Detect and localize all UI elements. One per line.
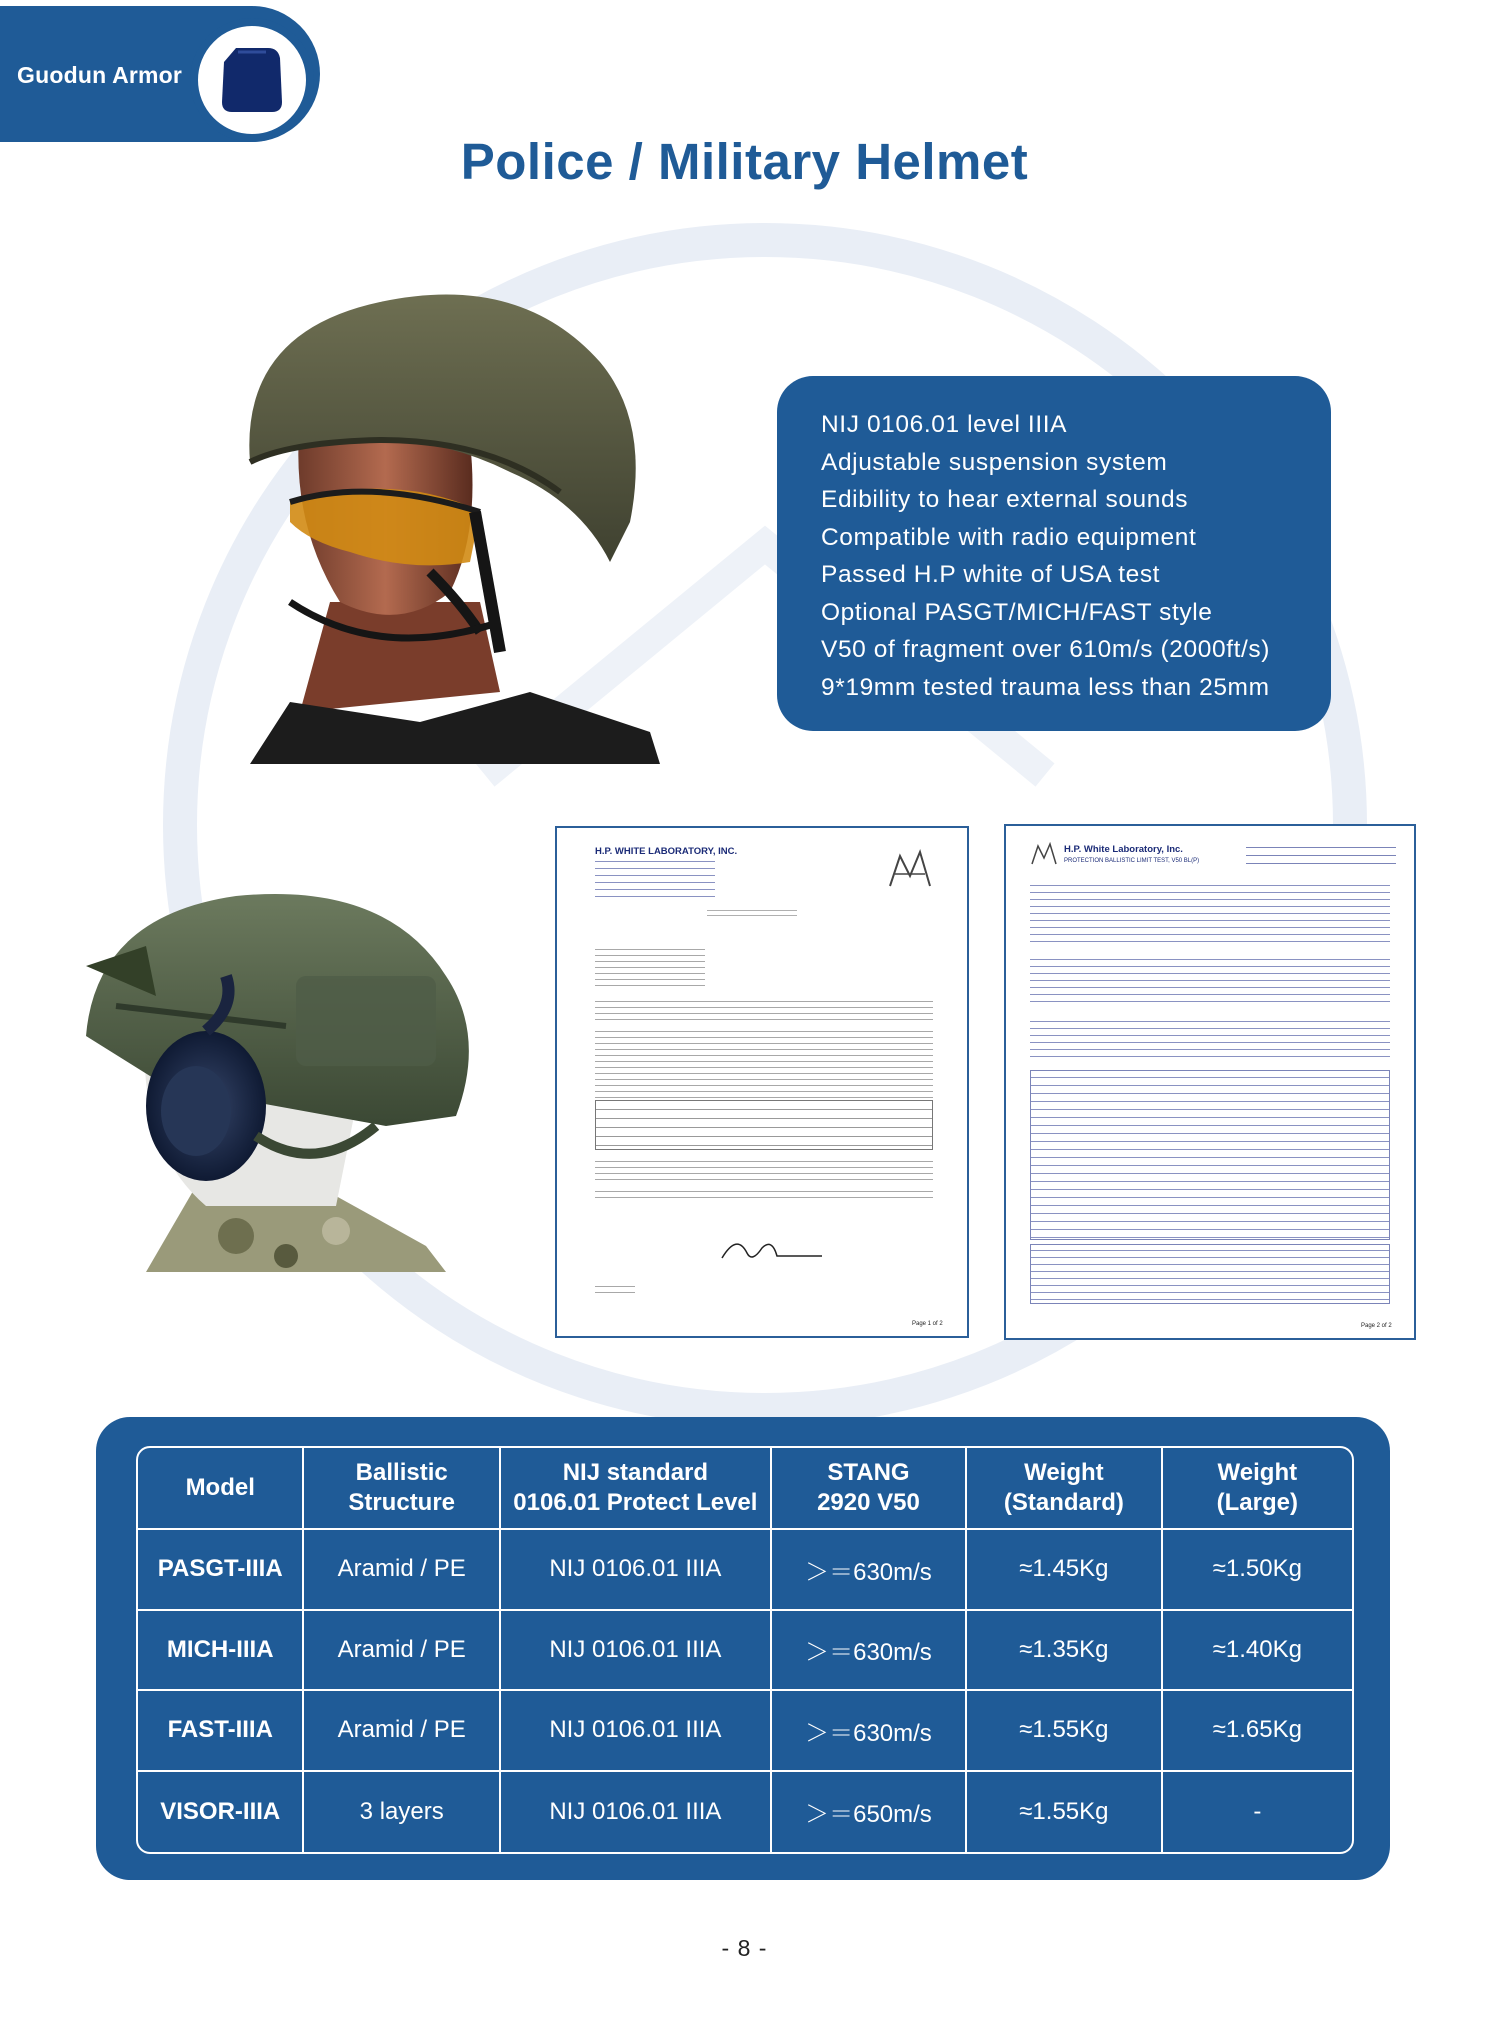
- cell-model: MICH-IIIA: [138, 1611, 304, 1692]
- cell-v50: ＞＝630m/s: [772, 1691, 967, 1772]
- table-header-row: [138, 1448, 1352, 1530]
- report-remarks: [1030, 1244, 1390, 1304]
- letter-page-number: Page 1 of 2: [912, 1321, 943, 1327]
- hp-white-logo-icon: [885, 846, 935, 890]
- feature-item: Optional PASGT/MICH/FAST style: [821, 598, 1213, 626]
- table-row: [138, 1611, 1352, 1692]
- header-weight-large: Weight (Large): [1163, 1448, 1352, 1530]
- cell-weight-standard: ≈1.55Kg: [967, 1691, 1163, 1772]
- letter-paragraph: [595, 1028, 933, 1098]
- cell-v50: ＞＝650m/s: [772, 1772, 967, 1853]
- cell-weight-standard: ≈1.35Kg: [967, 1611, 1163, 1692]
- hp-white-logo-icon: [1030, 842, 1058, 866]
- report-test-panel: [1030, 882, 1390, 944]
- report-ammunition: [1030, 1018, 1390, 1058]
- feature-item: Compatible with radio equipment: [821, 523, 1197, 551]
- cell-v50: ＞＝630m/s: [772, 1530, 967, 1611]
- cell-model: PASGT-IIIA: [138, 1530, 304, 1611]
- armor-plate-icon: [216, 44, 288, 116]
- table-row: [138, 1772, 1352, 1853]
- report-page-number: Page 2 of 2: [1361, 1323, 1392, 1329]
- ballistic-test-report-certificate: [1004, 824, 1416, 1340]
- header-weight-standard: Weight (Standard): [967, 1448, 1163, 1530]
- cell-weight-large: ≈1.40Kg: [1163, 1611, 1352, 1692]
- feature-item: V50 of fragment over 610m/s (2000ft/s): [821, 636, 1271, 663]
- feature-item: Adjustable suspension system: [821, 448, 1168, 476]
- cell-structure: Aramid / PE: [304, 1691, 500, 1772]
- report-results-grid: [1030, 1070, 1390, 1240]
- cell-model: FAST-IIIA: [138, 1691, 304, 1772]
- letter-initials: [595, 1283, 635, 1295]
- brand-name: Guodun Armor: [17, 62, 183, 88]
- cell-model: VISOR-IIIA: [138, 1772, 304, 1853]
- cell-nij: NIJ 0106.01 IIIA: [501, 1691, 772, 1772]
- report-setup: [1030, 956, 1390, 1008]
- letter-paragraph: [595, 998, 933, 1020]
- header-ballistic-structure: Ballistic Structure: [304, 1448, 500, 1530]
- cell-structure: 3 layers: [304, 1772, 500, 1853]
- page-title: Police / Military Helmet: [460, 133, 1029, 190]
- feature-item: Edibility to hear external sounds: [821, 486, 1189, 513]
- brand-logo: [190, 18, 314, 142]
- feature-item: NIJ 0106.01 level IIIA: [821, 411, 1068, 438]
- cell-weight-large: ≈1.50Kg: [1163, 1530, 1352, 1611]
- features-card: [777, 376, 1331, 731]
- table-row: [138, 1530, 1352, 1611]
- cell-nij: NIJ 0106.01 IIIA: [501, 1611, 772, 1692]
- feature-item: 9*19mm tested trauma less than 25mm: [821, 673, 1270, 701]
- cell-structure: Aramid / PE: [304, 1611, 500, 1692]
- report-client-info: [1246, 844, 1396, 864]
- test-letter-certificate: [555, 826, 969, 1338]
- spec-table: [136, 1446, 1354, 1854]
- letter-paragraph: [595, 1188, 933, 1202]
- report-subtitle: PROTECTION BALLISTIC LIMIT TEST, V50 BL(P): [1064, 858, 1200, 864]
- letter-lab-address: [595, 858, 715, 898]
- header-nij-standard: NIJ standard 0106.01 Protect Level: [501, 1448, 772, 1530]
- cell-weight-standard: ≈1.45Kg: [967, 1530, 1163, 1611]
- cell-weight-large: -: [1253, 1797, 1262, 1825]
- cell-weight-standard: ≈1.55Kg: [967, 1772, 1163, 1853]
- cell-structure: Aramid / PE: [304, 1530, 500, 1611]
- brand-tab: [0, 6, 320, 142]
- cell-nij: NIJ 0106.01 IIIA: [501, 1530, 772, 1611]
- header-stang: STANG 2920 V50: [772, 1448, 967, 1530]
- spec-table-card: [96, 1417, 1390, 1880]
- report-lab-name: H.P. White Laboratory, Inc.: [1064, 844, 1183, 855]
- feature-item: Passed H.P white of USA test: [821, 561, 1161, 588]
- signature-icon: [717, 1228, 827, 1268]
- cell-weight-large: ≈1.65Kg: [1163, 1691, 1352, 1772]
- fast-helmet-photo: [86, 886, 496, 1272]
- letter-lab-name: H.P. WHITE LABORATORY, INC.: [595, 846, 738, 857]
- header-model: Model: [138, 1448, 304, 1530]
- table-row: [138, 1691, 1352, 1772]
- cell-v50: ＞＝630m/s: [772, 1611, 967, 1692]
- letter-date: [707, 908, 797, 920]
- pasgt-helmet-photo: [230, 272, 660, 764]
- cell-nij: NIJ 0106.01 IIIA: [501, 1772, 772, 1853]
- letter-recipient: [595, 946, 705, 986]
- page-number: - 8 -: [721, 1935, 768, 1961]
- letter-results-table: [595, 1100, 933, 1150]
- letter-paragraph: [595, 1158, 933, 1180]
